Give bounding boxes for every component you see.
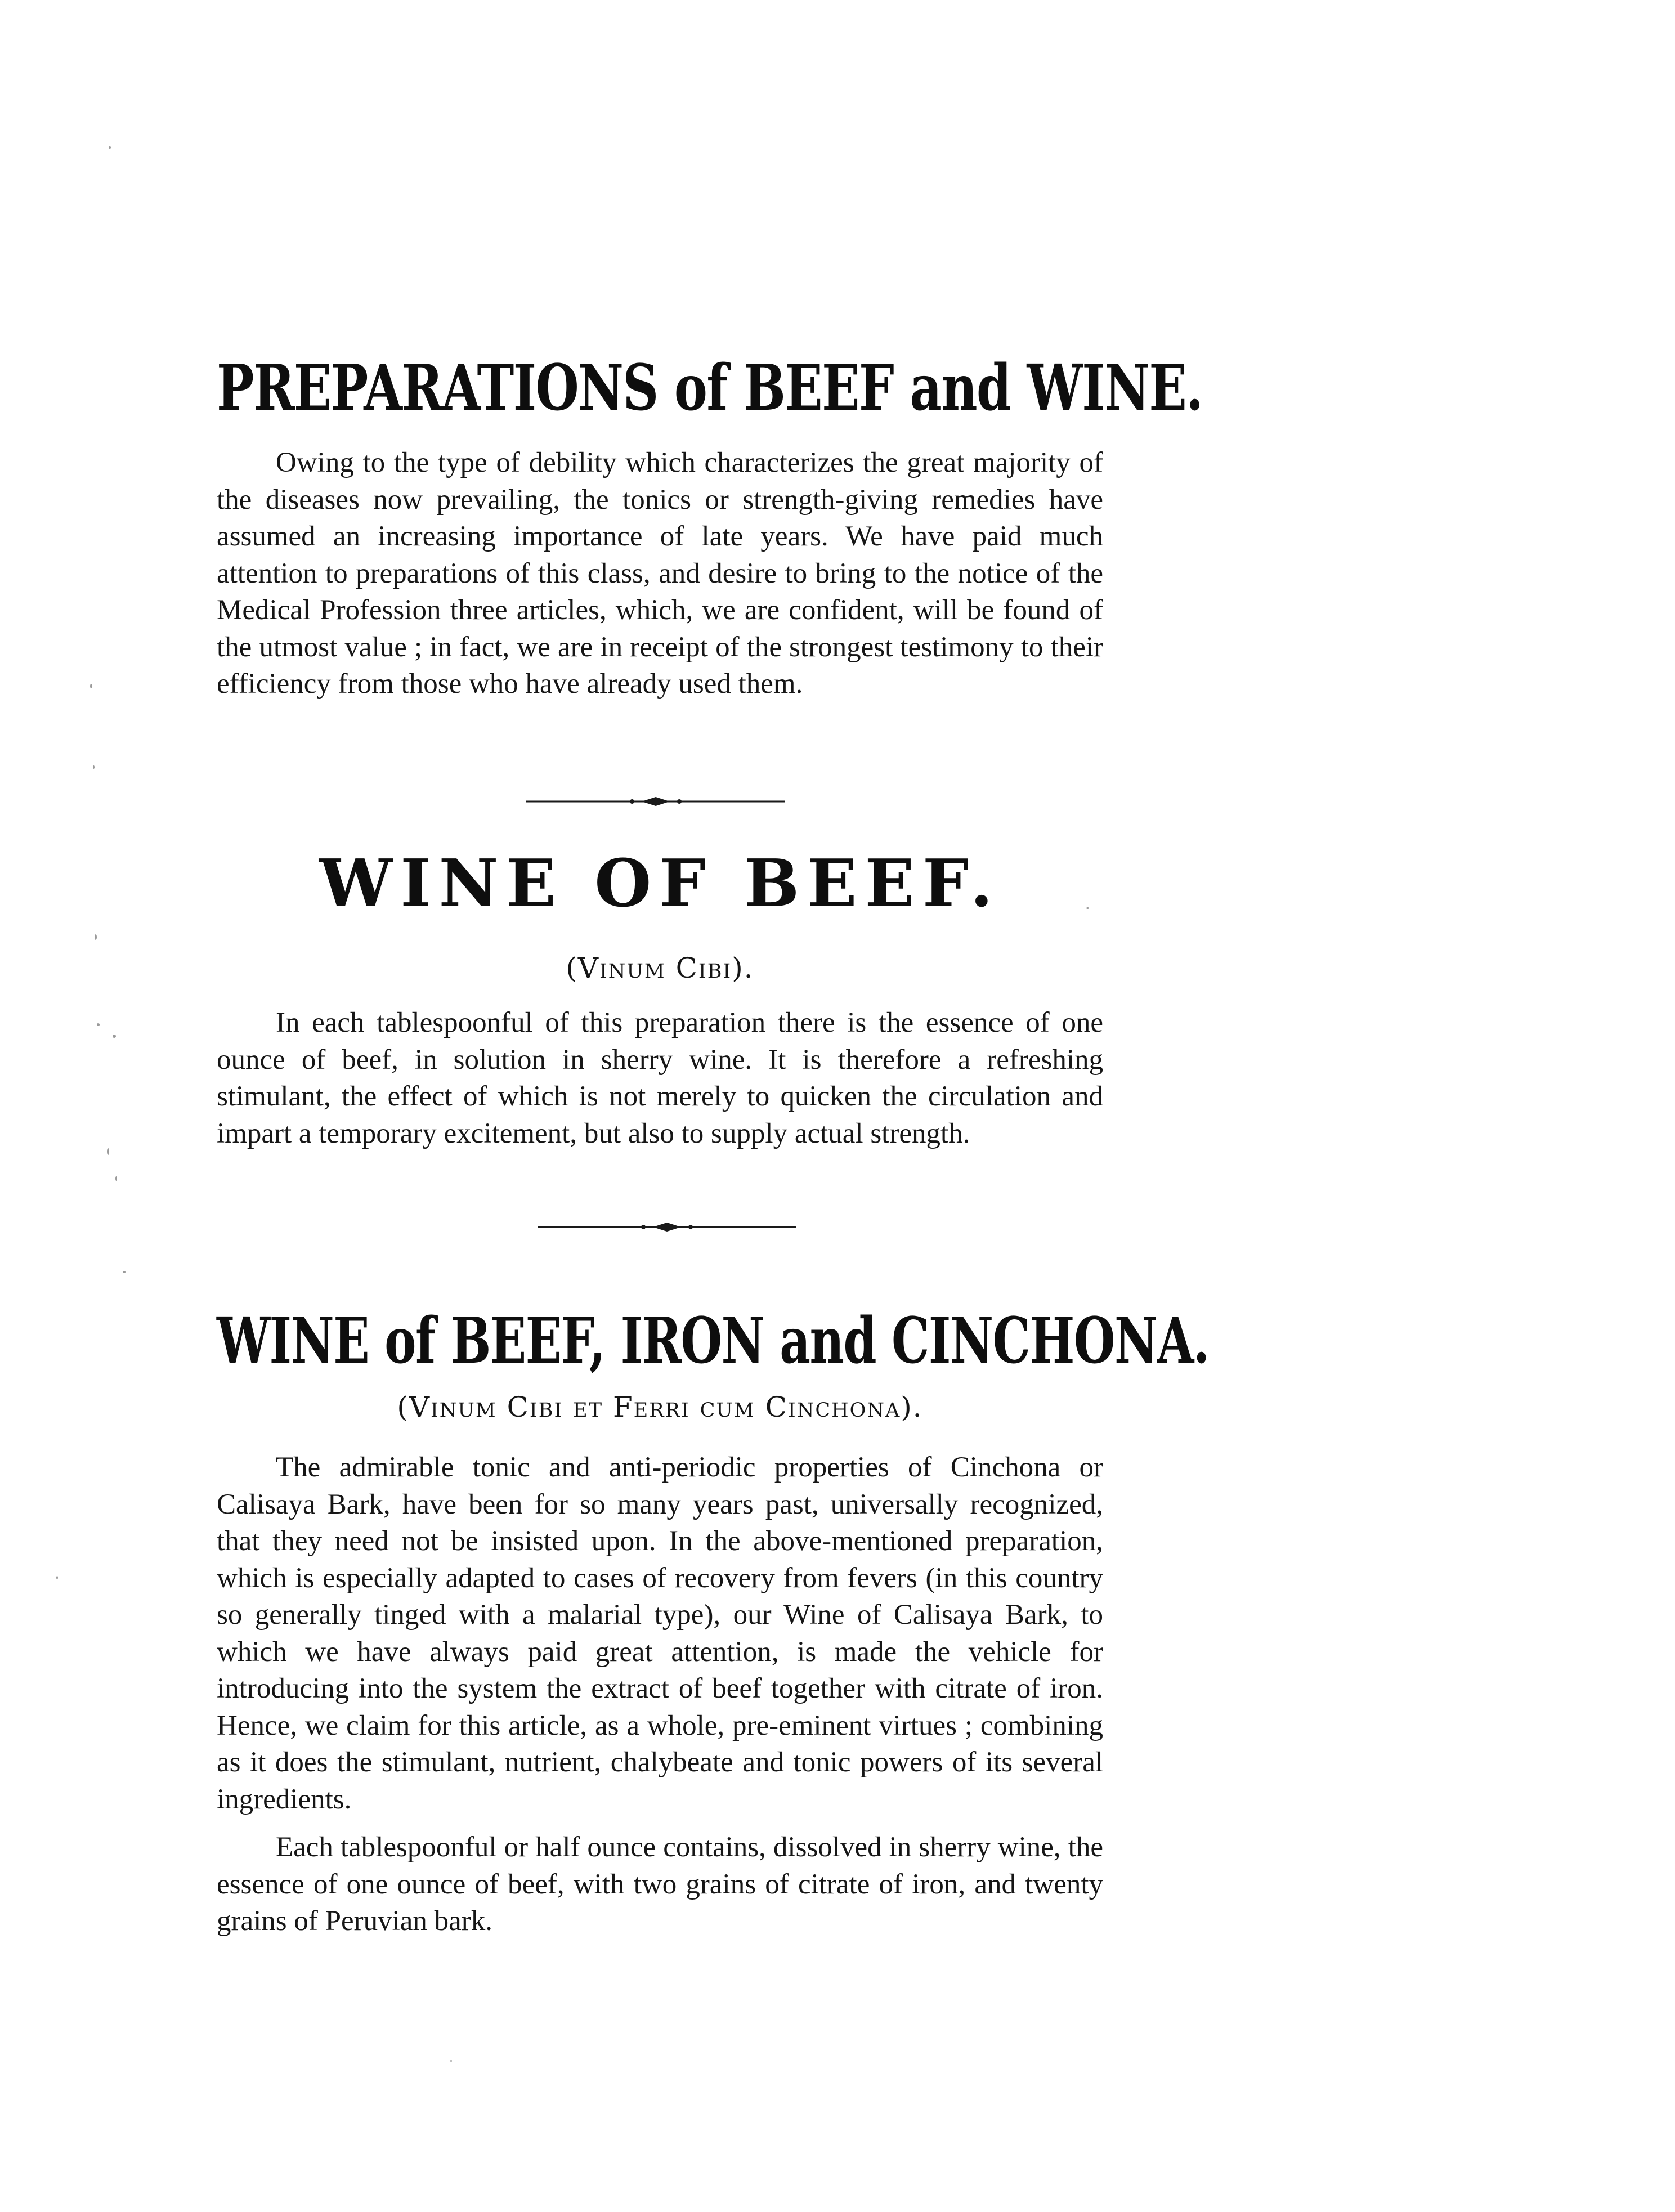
paragraph-intro: Owing to the type of debility which characterizes the great majority of the diseases now prevailing, the tonics or strength-giving remedies have assumed an increasing importance of late years. We have paid much attention to preparations of this class, and desire to bring to the notice of the Medical Profession three articles, which, we are confident, will be found of the utmost value ; in fact, we are in receipt of the strongest testimony to their efficiency from those who have already used them. bbox=[217, 447, 1103, 700]
heading-wine-beef-iron-cinchona: WINE of BEEF, IRON and CINCHONA. bbox=[217, 1304, 1209, 1378]
diamond-rule-ornament-icon bbox=[526, 795, 785, 808]
diamond-rule-ornament-icon bbox=[538, 1220, 796, 1234]
paragraph-cinchona-dosage: Each tablespoonful or half ounce contains, dissolved in sherry wine, the essence of one ounce of beef, with two grains of citrate of iron, and twenty grains of Peruvian bark. bbox=[217, 1832, 1103, 1937]
paragraph-cinchona: The admirable tonic and anti-periodic properties of Cinchona or Calisaya Bark, have been for so many years past, universally recognized, that they need not be insisted upon. In the above-mentioned preparation, which is especially adapted to cases of recovery from fevers (in this country so generally tinged with a malarial type), our Wine of Calisaya Bark, to which we have always paid great attention, is made the vehicle for introducing into the system the extract of beef together with citrate of iron. Hence, we claim for this article, as a whole, pre-eminent virtues ; combining as it does the stimulant, nutrient, chalybeate and tonic powers of its several ingredients. bbox=[217, 1452, 1103, 1815]
subtitle-vinum-cibi: (Vinum Cibi). bbox=[566, 952, 754, 984]
subtitle-vinum-cibi-ferri: (Vinum Cibi et Ferri cum Cinchona). bbox=[397, 1391, 923, 1423]
paragraph-wine-of-beef: In each tablespoonful of this preparation there is the essence of one ounce of beef, in solution in sherry wine. It is therefore a refreshing stimulant, the effect of which is not merely to quicken the circulation and impart a temporary excitement, but also to supply actual strength. bbox=[217, 1007, 1103, 1149]
heading-wine-of-beef: WINE OF BEEF. bbox=[319, 845, 1001, 922]
heading-preparations-beef-wine: PREPARATIONS of BEEF and WINE. bbox=[217, 351, 1203, 425]
